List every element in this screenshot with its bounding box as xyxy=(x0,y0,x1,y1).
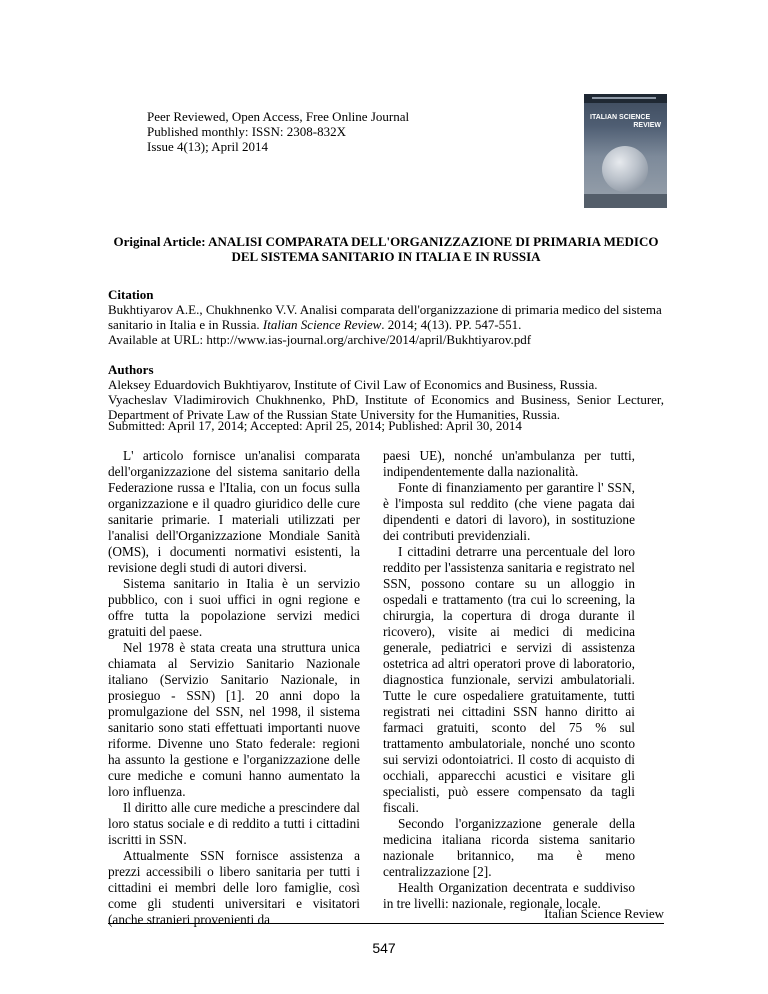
paragraph: Il diritto alle cure mediche a prescindere dal loro status sociale e di reddito a tutti i cittadini iscritti in SSN. xyxy=(108,800,360,847)
paragraph: Attualmente SSN fornisce assistenza a prezzi accessibili o libero sanitaria per tutti i cittadini ei membri delle loro famiglie, così come gli studenti universitari e visitatori (anche stranieri provenienti da xyxy=(108,848,360,927)
footer-journal-name: Italian Science Review xyxy=(544,906,664,921)
journal-cover-image xyxy=(584,94,667,208)
cover-top-bar xyxy=(584,94,667,103)
authors-heading: Authors xyxy=(108,362,154,377)
citation-url: Available at URL: http://www.ias-journal.org/archive/2014/april/Bukhtiyarov.pdf xyxy=(108,332,532,347)
paragraph-continued: paesi UE), nonché un'ambulanza per tutti, indipendentemente dalla nazionalità. xyxy=(383,448,635,479)
citation-heading: Citation xyxy=(108,287,154,302)
cover-title xyxy=(590,114,661,130)
paragraph: Fonte di finanziamento per garantire l' SSN, è l'imposta sul reddito (che viene pagata dai dipendenti e datori di lavoro), in sostituzione dei contributi previdenziali. xyxy=(383,480,635,543)
header-line-2: Published monthly: ISSN: 2308-832X xyxy=(147,124,346,139)
author-2: Vyacheslav Vladimirovich Chukhnenko, PhD, Institute of Economics and Business, Senior Lecturer, Department of Private Law of the Russian State University for the Humanities, Russia. xyxy=(108,392,664,422)
author-1: Aleksey Eduardovich Bukhtiyarov, Institute of Civil Law of Economics and Business, Russia. xyxy=(108,377,598,392)
article-type-label: Original Article: xyxy=(113,234,206,249)
paragraph: Sistema sanitario in Italia è un servizio pubblico, con i suoi uffici in ogni regione e offre tutta la popolazione servizi medici gratuiti del paese. xyxy=(108,576,360,639)
citation-text xyxy=(108,302,664,332)
page-number: 547 xyxy=(372,940,396,956)
body-column-right xyxy=(383,448,635,912)
article-title-text: ANALISI COMPARATA DELL'ORGANIZZAZIONE DI PRIMARIA MEDICO DEL SISTEMA SANITARIO IN ITALIA E IN RUSSIA xyxy=(208,234,659,264)
cover-base-band xyxy=(584,194,667,208)
header-line-3: Issue 4(13); April 2014 xyxy=(147,139,268,154)
authors-section xyxy=(108,362,664,422)
paragraph: Health Organization decentrata e suddiviso in tre livelli: nazionale, regionale, locale. xyxy=(383,880,635,911)
header-line-1: Peer Reviewed, Open Access, Free Online Journal xyxy=(147,109,410,124)
citation-section xyxy=(108,287,664,347)
citation-journal: Italian Science Review xyxy=(262,317,382,332)
article-title xyxy=(108,234,664,264)
cover-title-line-2: REVIEW xyxy=(633,122,661,129)
citation-text-before: Bukhtiyarov A.E., Chukhnenko V.V. Analisi comparata dell'organizzazione di primaria medico del sistema sanitario in Italia e in Russia. xyxy=(108,302,662,332)
paragraph: I cittadini detrarre una percentuale del loro reddito per l'assistenza sanitaria e registrato nel SSN, possono contare su un alloggio in ospedali e trattamento (tra cui lo screening, la chirurgia, la copertura di droga durante il ricovero), visite ai medici di medicina generale, pediatrici e servizi di assistenza ostetrica ad altri operatori prove di laboratorio, diagnostica funzionale, servizi ambulatoriali. Tutte le cure ospedaliere gratuitamente, tutti registrati nei cittadini SSN hanno diritto ai farmaci gratuiti, sconto del 75 % sul trattamento ambulatoriale, nonché uno sconto sui servizi odontoiatrici. Il costo di acquisto di occhiali, apparecchi acustici e visitare gli specialisti, può essere compensato da tagli fiscali. xyxy=(383,544,635,815)
journal-header xyxy=(147,109,409,154)
citation-text-after: . 2014; 4(13). PP. 547-551. xyxy=(381,317,522,332)
cover-title-line-1: ITALIAN SCIENCE xyxy=(590,114,651,121)
paragraph: Nel 1978 è stata creata una struttura unica chiamata al Servizio Sanitario Nazionale italiano (Servizio Sanitario Nazionale, in prosieguo - SSN) [1]. 20 anni dopo la promulgazione del SSN, nel 1998, il sistema sanitario sono stati effettuati importanti nuove riforme. Divenne uno Stato federale: regioni ha assunto la gestione e l'organizzazione delle cure mediche e comuni hanno aumentato la loro influenza. xyxy=(108,640,360,799)
paragraph: L' articolo fornisce un'analisi comparata dell'organizzazione del sistema sanitario della Federazione russa e l'Italia, con un focus sulla organizzazione e il quadro giuridico delle cure sanitarie primarie. I materiali utilizzati per l'analisi dell'Organizzazione Mondiale Sanità (OMS), i documenti normativi esistenti, la revisione degli studi di autori diversi. xyxy=(108,448,360,575)
submission-dates: Submitted: April 17, 2014; Accepted: April 25, 2014; Published: April 30, 2014 xyxy=(108,418,522,433)
footer-divider xyxy=(108,923,664,924)
paragraph: Secondo l'organizzazione generale della medicina italiana ricorda sistema sanitario nazionale britannico, ma è meno centralizzazione [2]. xyxy=(383,816,635,879)
cover-globe-graphic xyxy=(602,146,648,192)
body-column-left xyxy=(108,448,360,928)
